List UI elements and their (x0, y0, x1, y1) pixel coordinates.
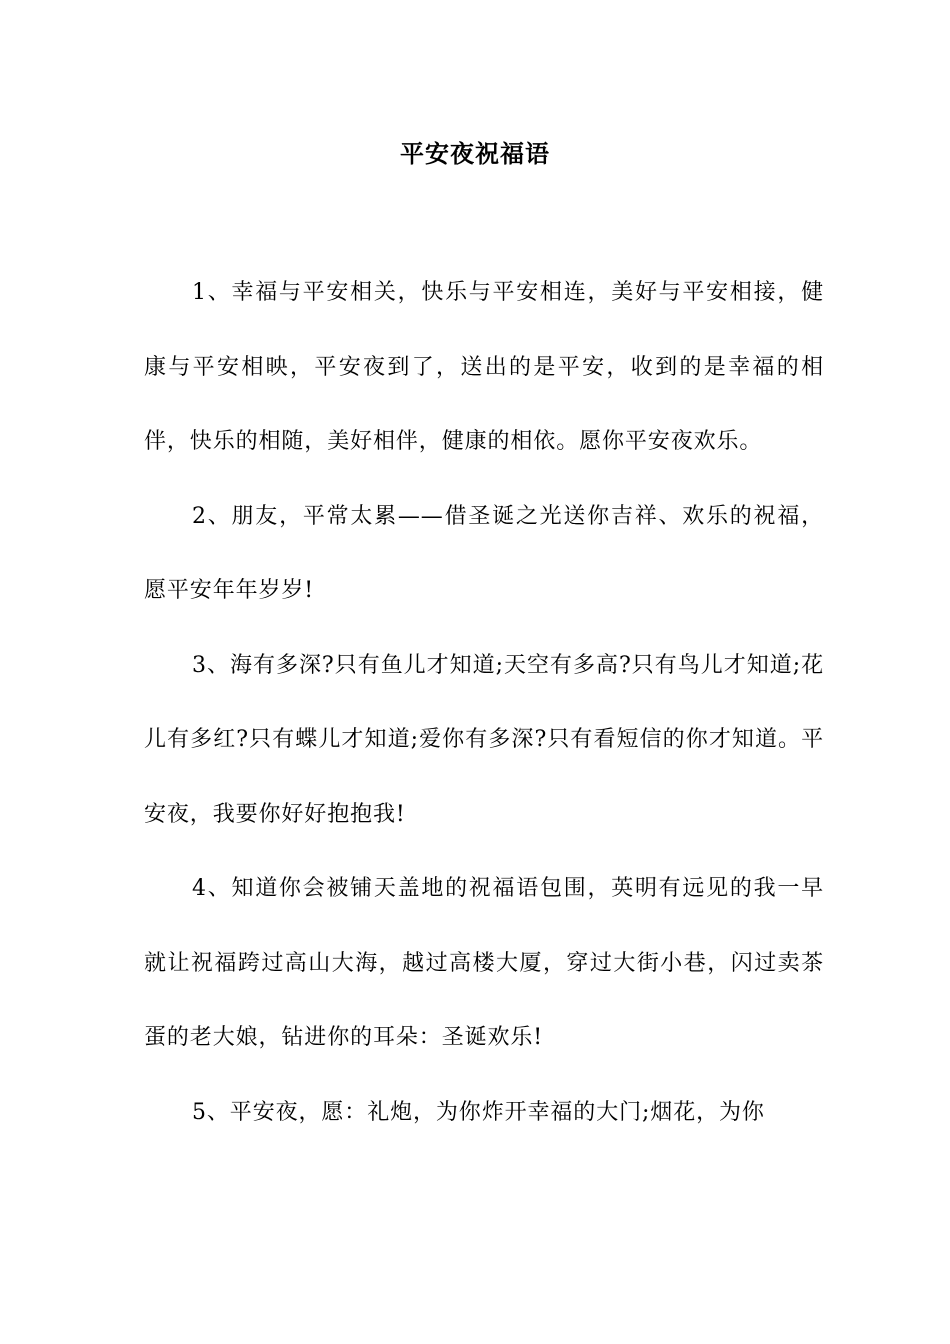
paragraph-5: 5、平安夜，愿：礼炮，为你炸开幸福的大门;烟花，为你 (192, 1099, 765, 1125)
document-body (144, 256, 824, 1150)
document-title: 平安夜祝福语 (400, 139, 550, 168)
paragraph-1: 1、幸福与平安相关，快乐与平安相连，美好与平安相接，健康与平安相映，平安夜到了，送出的是平安，收到的是幸福的相伴，快乐的相随，美好相伴，健康的相依。愿你平安夜欢乐。 (144, 280, 824, 454)
paragraph-4: 4、知道你会被铺天盖地的祝福语包围，英明有远见的我一早就让祝福跨过高山大海，越过高楼大厦，穿过大街小巷，闪过卖茶蛋的老大娘，钻进你的耳朵：圣诞欢乐! (144, 876, 824, 1050)
paragraph-2: 2、朋友，平常太累——借圣诞之光送你吉祥、欢乐的祝福，愿平安年年岁岁! (144, 503, 824, 603)
paragraph-3: 3、海有多深?只有鱼儿才知道;天空有多高?只有鸟儿才知道;花儿有多红?只有蝶儿才知道;爱你有多深?只有看短信的你才知道。平安夜，我要你好好抱抱我! (144, 652, 824, 827)
